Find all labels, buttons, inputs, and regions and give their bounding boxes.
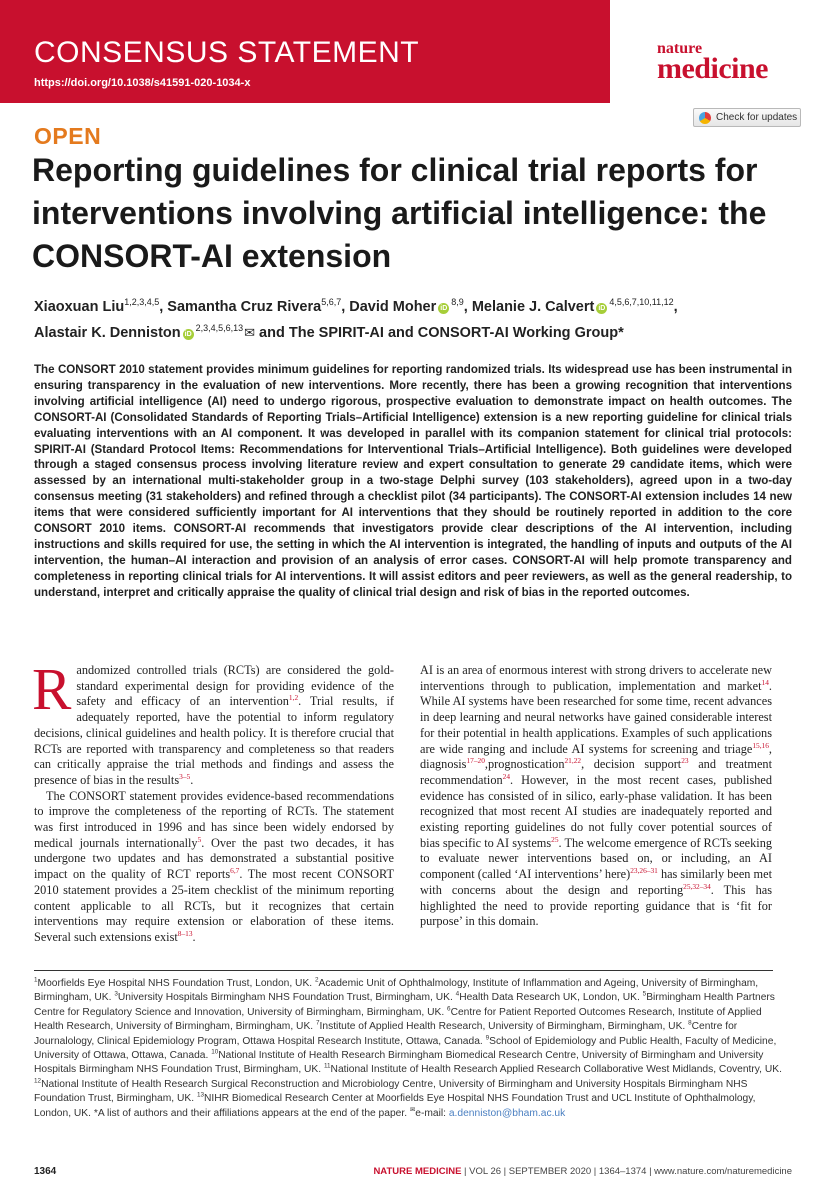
author-list: Xiaoxuan Liu$^{1,2,3,4,5}$, Samantha Cruz Rivera$^{5,6,7}$, David Moher iD$^{8,9}$, Melanie J. Calvert iD$^{4,5,6,7,10,11,12}$, Alastair K. Denniston iD$^{2,3,4,5,6,13}$✉ and The SPIRIT-AI and CONSORT-AI Working Group* <box>34 297 678 341</box>
affiliation-number: 8 <box>688 1019 692 1027</box>
author-affiliation-numbers: 4,5,6,7,10,11,12 <box>609 297 674 308</box>
article-type-label: CONSENSUS STATEMENT <box>34 36 420 69</box>
footer-citation <box>373 1166 792 1177</box>
reference-citation[interactable]: 23,26–31 <box>630 866 658 876</box>
affiliation-text: Institute of Applied Health Research, University of Birmingham, Birmingham, UK. <box>319 1021 689 1033</box>
email-link[interactable]: a.denniston@bham.ac.uk <box>448 1107 566 1119</box>
author-name[interactable]: David Moher <box>349 299 437 315</box>
author-name[interactable]: Xiaoxuan Liu <box>34 299 125 315</box>
affiliation-number: 1 <box>34 976 38 984</box>
author-name[interactable]: Alastair K. Denniston <box>34 325 181 341</box>
author-entry <box>34 299 159 315</box>
reference-citation[interactable]: 3–5 <box>179 771 191 781</box>
body-paragraph: Randomized controlled trials (RCTs) are considered the gold-standard experimental design for providing evidence of the safety and efficacy of an intervention$^{1,2}$. Trial results, if adequately reported, have the potential to inform regulatory decisions, clinical guidelines and health policy. It is therefore crucial that RCTs are reported with transparency and completeness so that readers can critically appraise the trial methods and findings and assess the presence of bias in the results$^{3-5}$. <box>32 656 395 787</box>
affiliation-number: 9 <box>485 1034 490 1042</box>
reference-citation[interactable]: 6,7 <box>230 866 240 876</box>
affiliation-text: Centre for Journalology, Clinical Epidemiology Program, Ottawa Hospital Research Institute, Ottawa, Canada. <box>34 1021 738 1047</box>
reference-citation[interactable]: 8–13 <box>177 928 193 938</box>
affiliation-text: Health Data Research UK, London, UK. <box>459 992 643 1004</box>
affiliation-text: National Institute of Health Research Applied Research Collaborative West Midlands, Coventry, UK. <box>330 1064 782 1076</box>
reference-citation[interactable]: 1,2 <box>288 693 299 703</box>
doi-link[interactable]: https://doi.org/10.1038/s41591-020-1034-x <box>34 77 251 89</box>
crossmark-icon <box>699 112 711 124</box>
footer-journal-name: NATURE MEDICINE <box>373 1166 462 1177</box>
author-affiliation-numbers: 8,9 <box>451 297 464 308</box>
affiliation-text: University Hospitals Birmingham NHS Foundation Trust, Birmingham, UK. <box>117 992 456 1004</box>
body-paragraph: AI is an area of enormous interest with strong drivers to accelerate new interventions through to publication, implementation and market$^{14}$. While AI systems have been researched for some time, recent advances in deep learning and neural networks have gained considerable interest for their potential in health applications. Examples of such applications are wide ranging and include AI systems for screening and triage$^{15,16}$, diagnosis$^{17-20}$,prognostication$^{21,22}$, decision support$^{23}$ and treatment recommendation$^{24}$. However, in the most recent cases, published evidence has consisted of in silico, early-phase validation. It has been recognized that most recent AI studies are inadequately reported and existing reporting guidelines do not fully cover potential sources of bias specific to AI systems$^{25}$. The welcome emergence of RCTs seeking to evaluate newer interventions based on, or including, an AI component (called ‘AI interventions’ here)$^{23,26-31}$ has similarly been met with concerns about the design and reporting$^{25,32-34}$. This has highlighted the need to provide reporting guidance that is ‘fit for purpose’ in this domain. <box>420 663 773 929</box>
affiliations-footnote <box>34 977 786 1121</box>
orcid-icon[interactable]: iD <box>598 305 606 312</box>
journal-logo-medicine: medicine <box>657 52 768 85</box>
affiliation-text: National Institute of Health Research Surgical Reconstruction and Microbiology Centre, University of Birmingham and University Hospitals Birmingham NHS Foundation Trust, Birmingham, UK. <box>34 1078 748 1105</box>
affiliation-number: 3 <box>114 991 118 998</box>
affiliation-number: 5 <box>642 991 647 998</box>
reference-citation[interactable]: 5 <box>197 834 202 844</box>
body-column-right <box>420 663 772 930</box>
affiliation-text: Centre for Patient Reported Outcomes Research, Institute of Applied Health Research, University of Birmingham, Birmingham, UK. <box>34 1006 762 1033</box>
orcid-icon[interactable]: iD <box>440 305 448 312</box>
affiliation-number: 4 <box>455 991 460 998</box>
body-column-left <box>32 656 395 946</box>
abstract: The CONSORT 2010 statement provides minimum guidelines for reporting randomized trials. Its widespread use has been instrumental in ensuring transparency in the evaluation of new interventions. More recently, there has been a growing recognition that interventions involving artificial intelligence (AI) need to undergo rigorous, prospective evaluation to demonstrate impact on health outcomes. The CONSORT-AI (Consolidated Standards of Reporting Trials–Artificial Intelligence) extension is a new reporting guideline for clinical trials evaluating interventions with an AI component. It was developed in parallel with its companion statement for clinical trial protocols: SPIRIT-AI (Standard Protocol Items: Recommendations for Interventional Trials–Artificial Intelligence). Both guidelines were developed through a staged consensus process involving literature review and expert consultation to generate 29 candidate items, which were assessed by an international multi-stakeholder group in a two-stage Delphi survey (103 stakeholders), agreed upon in a two-day consensus meeting (31 stakeholders) and refined through a checklist pilot (34 participants). The CONSORT-AI extension includes 14 new items that were considered sufficiently important for AI interventions that they should be routinely reported in addition to the core CONSORT 2010 items. CONSORT-AI recommends that investigators provide clear descriptions of the AI intervention, including instructions and skills required for use, the setting in which the AI intervention is integrated, the handling of inputs and outputs of the AI intervention, the human–AI interaction and provision of an analysis of error cases. CONSORT-AI will help promote transparency and completeness in reporting clinical trials for AI interventions. It will assist editors and peer reviewers, as well as the general readership, to understand, interpret and critically appraise the quality of clinical trial design and risk of bias in the reported outcomes. <box>34 364 792 599</box>
header-banner <box>0 0 825 103</box>
affiliation-text: School of Epidemiology and Public Health, Faculty of Medicine, University of Ottawa, Ottawa, Canada. <box>34 1035 777 1062</box>
reference-citation[interactable]: 23 <box>681 756 689 766</box>
affiliation-text: Academic Unit of Ophthalmology, Institute of Inflammation and Ageing, University of Birmingham, Birmingham, UK. <box>34 978 759 1004</box>
reference-citation[interactable]: 14 <box>761 677 769 687</box>
reference-citation[interactable]: 24 <box>502 771 511 781</box>
author-entry <box>167 299 341 315</box>
affiliation-text: National Institute of Health Research Birmingham Biomedical Research Centre, University of Birmingham and University Hospitals Birmingham NHS Foundation Trust, Birmingham, UK. <box>34 1050 764 1076</box>
envelope-icon[interactable]: ✉ <box>244 325 256 340</box>
drop-cap: R <box>32 656 72 722</box>
affiliation-number: 6 <box>447 1005 451 1013</box>
affiliation-text: Birmingham Health Partners Centre for Regulatory Science and Innovation, University of Birmingham, Birmingham, UK. <box>34 992 775 1018</box>
orcid-icon[interactable]: iD <box>184 331 192 338</box>
footnote-divider <box>34 970 773 971</box>
banner-red-block <box>0 0 610 103</box>
author-group: and The SPIRIT-AI and CONSORT-AI Working Group* <box>259 325 624 341</box>
author-entry <box>472 299 674 315</box>
author-name[interactable]: Samantha Cruz Rivera <box>167 299 322 315</box>
affiliation-number: 2 <box>315 976 319 984</box>
check-for-updates-label: Check for updates <box>716 112 798 123</box>
body-paragraph: The CONSORT statement provides evidence-based recommendations to improve the completeness of the reporting of RCTs. The statement was first introduced in 1996 and has since been widely endorsed by medical journals internationally$^5$. Over the past two decades, it has undergone two updates and has demonstrated a substantial positive impact on the quality of RCT reports$^{6,7}$. The most recent CONSORT 2010 statement provides a 25-item checklist of the minimum reporting content applicable to all RCTs, but it recognizes that certain interventions may require extension or elaboration of these items. Several such extensions exist$^{8-13}$. <box>34 788 395 944</box>
author-affiliation-numbers: 2,3,4,5,6,13 <box>195 323 244 334</box>
author-affiliation-numbers: 5,6,7 <box>321 297 342 308</box>
email-icon: ✉ <box>409 1106 416 1114</box>
reference-citation[interactable]: 15,16 <box>752 740 769 750</box>
reference-citation[interactable]: 17–20 <box>466 756 485 766</box>
reference-citation[interactable]: 25,32–34 <box>683 881 711 891</box>
author-entry <box>34 325 255 341</box>
email-label: e-mail: <box>415 1107 449 1119</box>
affiliation-number: 13 <box>196 1091 204 1099</box>
journal-logo-nature: nature <box>657 40 703 57</box>
author-entry <box>349 299 464 315</box>
affiliation-number: 12 <box>34 1077 42 1085</box>
affiliation-text: Moorfields Eye Hospital NHS Foundation Trust, London, UK. <box>37 978 315 989</box>
reference-citation[interactable]: 21,22 <box>564 756 582 766</box>
reference-citation[interactable]: 25 <box>551 834 559 844</box>
affiliation-text: *A list of authors and their affiliations appears at the end of the paper. <box>93 1107 410 1119</box>
article-title: Reporting guidelines for clinical trial reports for interventions involving artificial intelligence: the CONSORT-AI extension <box>32 152 767 274</box>
author-name[interactable]: Melanie J. Calvert <box>471 299 595 315</box>
affiliation-number: 7 <box>315 1019 320 1027</box>
affiliation-text: NIHR Biomedical Research Center at Moorfields Eye Hospital NHS Foundation Trust and UCL Institute of Ophthalmology, London, UK. <box>34 1093 756 1119</box>
author-affiliation-numbers: 1,2,3,4,5 <box>124 297 160 308</box>
affiliation-number: 11 <box>323 1063 331 1071</box>
open-access-label: OPEN <box>34 123 102 149</box>
footer-volume-info: | VOL 26 | SEPTEMBER 2020 | 1364–1374 | www.nature.com/naturemedicine <box>464 1166 792 1177</box>
affiliation-number: 10 <box>211 1048 219 1056</box>
page-number: 1364 <box>34 1166 57 1177</box>
check-for-updates-button[interactable] <box>693 108 801 127</box>
